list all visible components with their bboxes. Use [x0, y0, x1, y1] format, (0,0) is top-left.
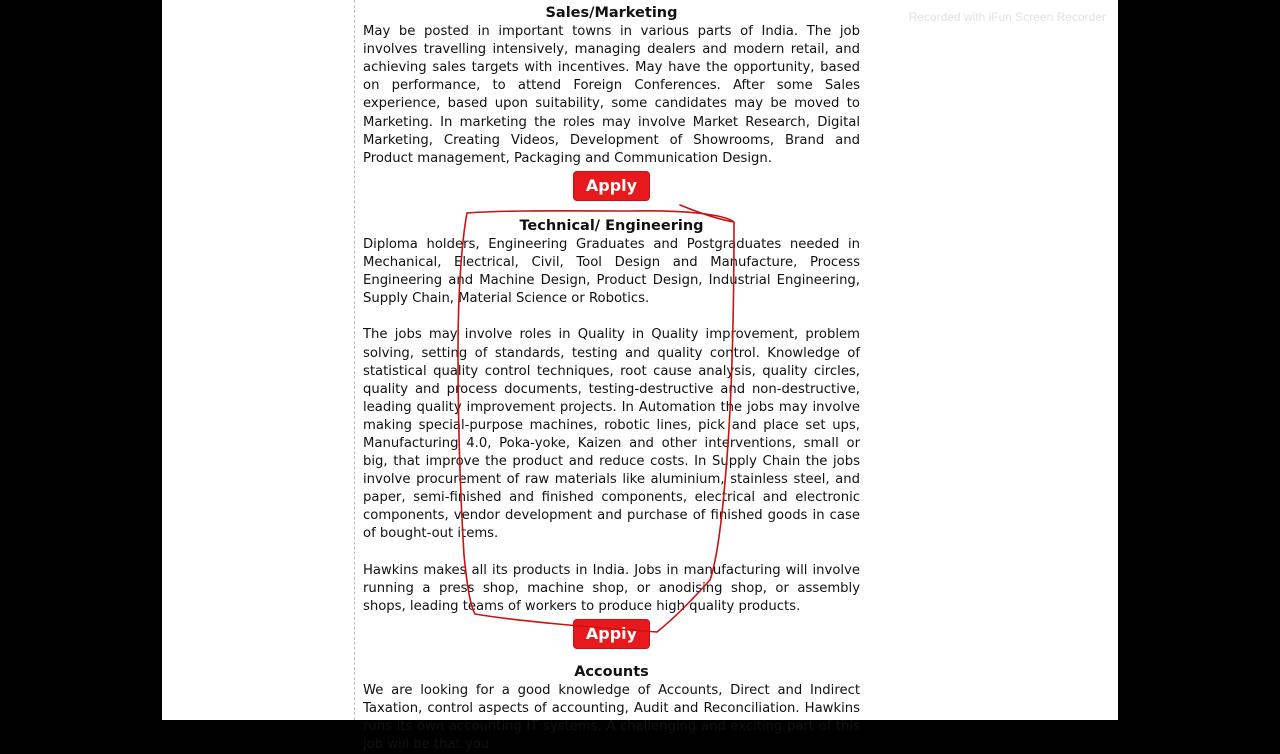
- sales-description: May be posted in important towns in various parts of India. The job involves travelling intensively, managing dealers and modern retail, and achieving sales targets with incentives. May have the opportunity, based on performance, to attend Foreign Conferences. After some Sales experience, based upon suitability, some candidates may be moved to Marketing. In marketing the roles may involve Market Research, Digital Marketing, Creating Videos, Development of Showrooms, Brand and Product management, Packaging and Communication Design.: [363, 24, 860, 166]
- left-border-line: [354, 0, 355, 720]
- apply-button-technical-engineering[interactable]: Apply: [573, 619, 650, 649]
- section-sales-marketing: [363, 4, 860, 205]
- apply-row: [363, 616, 860, 653]
- recorder-watermark: Recorded with iFun Screen Recorder: [908, 10, 1106, 24]
- apply-row: [363, 168, 860, 205]
- section-title-accounts: Accounts: [574, 663, 649, 680]
- job-listings: [363, 4, 860, 754]
- section-accounts: [363, 663, 860, 754]
- technical-manufacturing: Hawkins makes all its products in India. Jobs in manufacturing will involve running a press shop, machine shop, or anodising shop, or assembly shops, leading teams of workers to produce high quality products.: [363, 562, 860, 614]
- accounts-description: We are looking for a good knowledge of Accounts, Direct and Indirect Taxation, control aspects of accounting, Audit and Reconciliation. Hawkins runs its own accounting IT systems. A challenging and exciting part of this job will be that you: [363, 683, 860, 753]
- page-viewport: [162, 0, 1118, 753]
- technical-qualifications: Diploma holders, Engineering Graduates and Postgraduates needed in Mechanical, Electrical, Civil, Tool Design and Manufacture, Process Engineering and Machine Design, Product Design, Industrial Engineering, Supply Chain, Material Science or Robotics.: [363, 236, 860, 307]
- section-technical-engineering: [363, 217, 860, 653]
- section-title-technical-engineering: Technical/ Engineering: [519, 217, 704, 234]
- technical-job-roles: The jobs may involve roles in Quality in Quality improvement, problem solving, setting of standards, testing and quality control. Knowledge of statistical quality control techniques, root cause analysis, quality circles, quality and process documents, testing-destructive and non-destructive, leading quality improvement projects. In Automation the jobs may involve making special-purpose machines, robotic lines, pick and place set ups, Manufacturing 4.0, Poka-yoke, Kaizen and other interventions, small or big, that improve the product and reduce costs. In Supply Chain the jobs involve procurement of raw materials like aluminium, stainless steel, and paper, semi-finished and finished components, electrical and electronic components, vendor development and purchase of finished goods in case of bought-out items.: [363, 327, 860, 542]
- section-title-sales-marketing: Sales/Marketing: [545, 5, 678, 21]
- apply-button-sales-marketing[interactable]: Apply: [573, 171, 650, 201]
